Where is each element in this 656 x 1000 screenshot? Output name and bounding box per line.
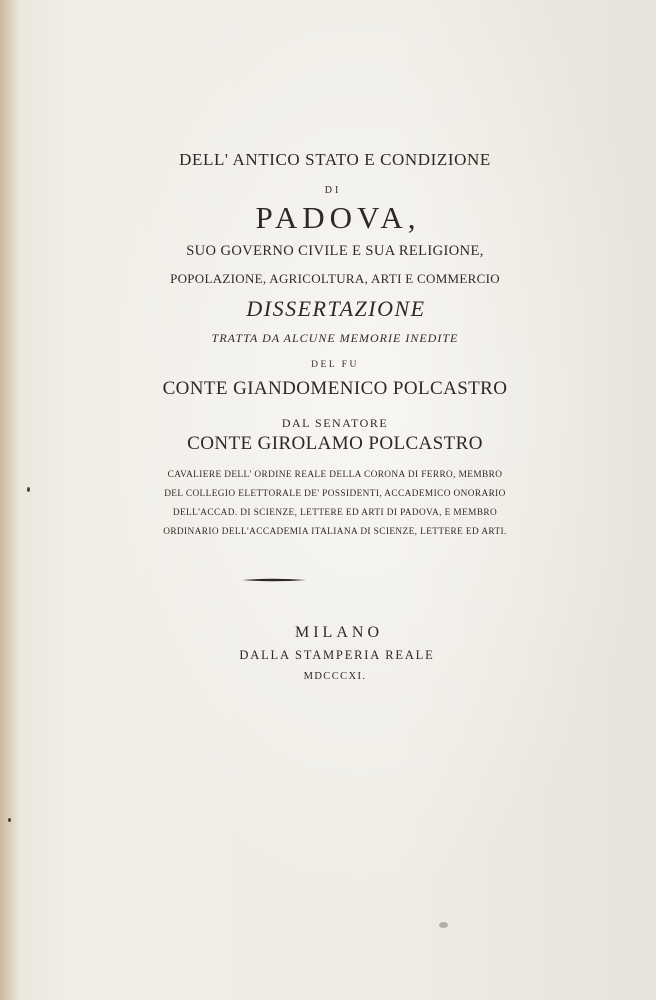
printer-line: DALLA STAMPERIA REALE <box>239 648 435 662</box>
author-titles-line: DEL COLLEGIO ELETTORALE DE' POSSIDENTI, ACCADEMICO ONORARIO <box>164 489 506 499</box>
paper-stain <box>439 922 448 928</box>
author-titles-line: DELL'ACCAD. DI SCIENZE, LETTERE ED ARTI DI PADOVA, E MEMBRO <box>172 508 498 518</box>
decorative-rule <box>242 578 306 582</box>
title-city: PADOVA, <box>255 200 421 235</box>
genre-heading: DISSERTAZIONE <box>246 296 426 321</box>
author-1: CONTE GIANDOMENICO POLCASTRO <box>162 378 508 399</box>
author-2: CONTE GIROLAMO POLCASTRO <box>187 433 483 454</box>
publication-year: MDCCCXI. <box>303 671 367 682</box>
title-line-1: DELL' ANTICO STATO E CONDIZIONE <box>179 150 491 169</box>
title-line-popolazione: POPOLAZIONE, AGRICOLTURA, ARTI E COMMERCIO <box>170 271 500 286</box>
title-line-di: DI <box>324 185 342 196</box>
title-line-governo: SUO GOVERNO CIVILE E SUA RELIGIONE, <box>186 243 484 259</box>
dal-senatore-line: DAL SENATORE <box>281 416 389 430</box>
author-titles-line: CAVALIERE DELL' ORDINE REALE DELLA CORONA DI FERRO, MEMBRO <box>167 470 503 480</box>
source-line: TRATTA DA ALCUNE MEMORIE INEDITE <box>211 331 459 345</box>
author-titles-line: ORDINARIO DELL'ACCADEMIA ITALIANA DI SCIENZE, LETTERE ED ARTI. <box>163 527 507 537</box>
imprint-city: MILANO <box>295 624 383 641</box>
paper-speck <box>8 818 11 822</box>
del-fu-line: DEL FU <box>311 360 359 370</box>
paper-speck <box>27 487 30 492</box>
